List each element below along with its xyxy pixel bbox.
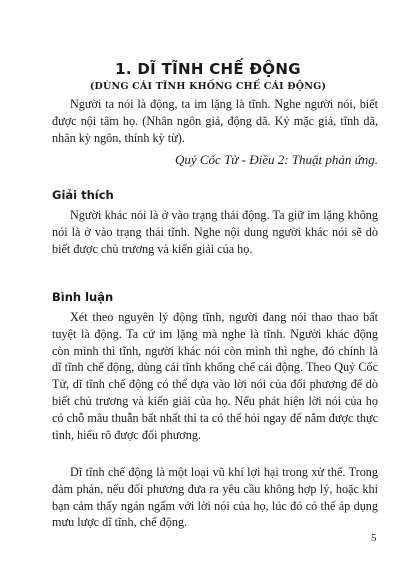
commentary-paragraph-1: Xét theo nguyên lý động tĩnh, người đang nói thao thao bất tuyệt là động. Ta cứ im lặng mà nghe là tĩnh. Người khác động còn mình thì tĩnh, người khác nói còn mình thì nghe, đó chính là dĩ tĩnh chế động, dùng cái tĩnh khống chế cái động. Theo Quỷ Cốc Tử, dĩ tĩnh chế động có thể dựa vào lời nói của đối phương để dò biết chủ trương và kiến giải của họ. Nếu phát hiện lời nói của họ có chỗ mâu thuẫn bất nhất thì ta có thể hỏi ngay để nắm được thực tình, hiểu rõ được đối phương. (52, 310, 378, 442)
chapter-subtitle: (DÙNG CÁI TĨNH KHỐNG CHẾ CÁI ĐỘNG) (89, 81, 327, 92)
source-quote: Quỷ Cốc Tử - Điều 2: Thuật phản ứng. (174, 152, 378, 167)
page-number: 5 (371, 532, 377, 544)
section-heading-explanation: Giải thích (52, 188, 114, 202)
chapter-title: 1. DĨ TĨNH CHẾ ĐỘNG (115, 60, 301, 78)
intro-paragraph: Người ta nói là động, ta im lặng là tĩnh. Nghe người nói, biết được nội tâm họ. (Nhân ngôn giả, động dã. Kỷ mặc giả, tĩnh dã, nhân kỳ ngôn, thính kỳ từ). (52, 97, 378, 145)
section-heading-commentary: Bình luận (52, 290, 114, 304)
explanation-paragraph: Người khác nói là ở vào trạng thái động. Ta giữ im lặng không nói là ở vào trạng thái tĩnh. Nghe nội dung người khác nói sẽ dò biết được chủ trương và kiến giải của họ. (52, 208, 378, 256)
commentary-paragraph-2: Dĩ tĩnh chế động là một loại vũ khí lợi hại trong xử thế. Trong đàm phán, nếu đối phương đưa ra yêu cầu không hợp lý, hoặc khi bạn cảm thấy ngán ngẩm với lời nói của họ, lúc đó có thể áp dụng mưu lược dĩ tĩnh, chế động. (52, 465, 378, 530)
